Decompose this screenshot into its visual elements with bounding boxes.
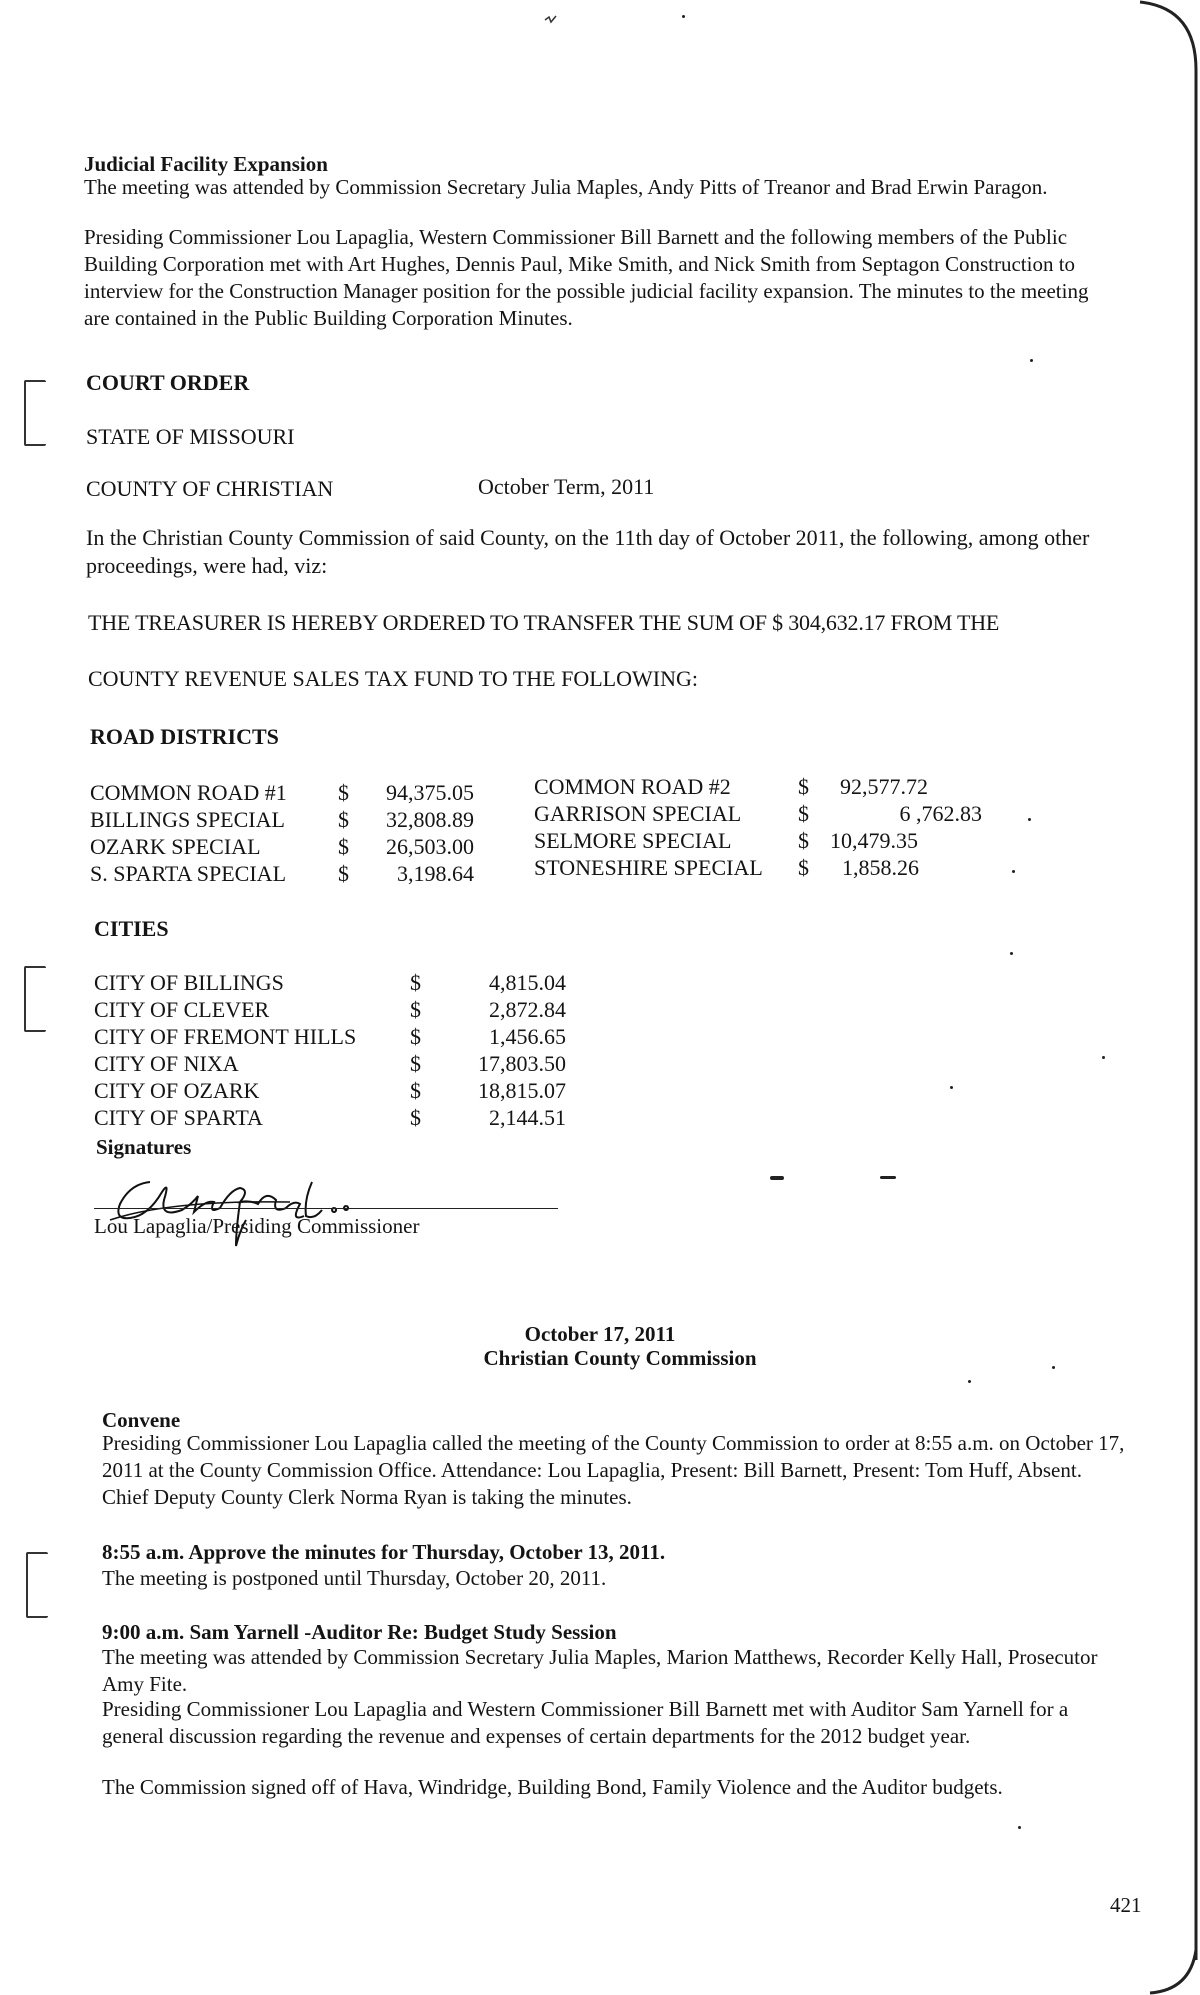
- budget-signoff: The Commission signed off of Hava, Windridge, Building Bond, Family Violence and the Auditor budgets.: [102, 1775, 1003, 1799]
- city-amount: 18,815.07: [478, 1078, 566, 1103]
- page-number: 421: [1110, 1893, 1142, 1917]
- scan-speck: [1030, 359, 1033, 362]
- margin-bracket: [24, 380, 46, 446]
- scan-speck: [1012, 870, 1015, 873]
- district-amount: 1,858.26: [842, 855, 919, 880]
- section-heading-judicial: Judicial Facility Expansion: [84, 152, 328, 176]
- district-amount: 10,479.35: [830, 828, 918, 853]
- meeting-date: October 17, 2011: [524, 1322, 676, 1346]
- city-amount: 1,456.65: [489, 1024, 566, 1049]
- currency-sign: $: [338, 834, 349, 859]
- city-amount: 17,803.50: [478, 1051, 566, 1076]
- table-row: [90, 807, 285, 833]
- district-name: SELMORE SPECIAL: [534, 828, 732, 853]
- scan-speck: [1102, 1056, 1105, 1059]
- district-amount: 3,198.64: [397, 861, 474, 886]
- court-order-intro: In the Christian County Commission of said County, on the 11th day of October 2011, the following, among other proceedings, were had, viz:: [86, 525, 1090, 578]
- scan-speck: [880, 1176, 896, 1179]
- city-name: CITY OF BILLINGS: [94, 970, 284, 995]
- meeting-body: Christian County Commission: [483, 1346, 757, 1370]
- county-line: COUNTY OF CHRISTIAN: [86, 476, 334, 501]
- city-name: CITY OF CLEVER: [94, 997, 270, 1022]
- district-amount: 92,577.72: [840, 774, 928, 799]
- district-name: COMMON ROAD #1: [90, 780, 287, 805]
- currency-sign: $: [410, 1024, 421, 1049]
- city-amount: 2,872.84: [489, 997, 566, 1022]
- cities-heading: CITIES: [94, 916, 169, 941]
- currency-sign: $: [798, 774, 809, 799]
- table-row: [90, 861, 286, 887]
- currency-sign: $: [410, 970, 421, 995]
- table-row: [534, 855, 763, 881]
- table-row: [534, 774, 731, 800]
- convene-heading: Convene: [102, 1408, 181, 1432]
- city-amount: 4,815.04: [489, 970, 566, 995]
- scan-speck: [1028, 818, 1031, 821]
- district-amount: 32,808.89: [386, 807, 474, 832]
- currency-sign: $: [410, 1105, 421, 1130]
- margin-bracket: [26, 1552, 48, 1618]
- table-row: [90, 780, 287, 806]
- district-amount: 26,503.00: [386, 834, 474, 859]
- paragraph-interview: Presiding Commissioner Lou Lapaglia, Western Commissioner Bill Barnett and the following members of the Public Building Corporation met with Art Hughes, Dennis Paul, Mike Smith, and Nick Smith from Septagon Construction to interview for the Construction Manager position for the possible judicial facility expansion. The minutes to the meeting are contained in the Public Building Corporation Minutes.: [84, 225, 1089, 330]
- district-name: COMMON ROAD #2: [534, 774, 731, 799]
- road-districts-heading: ROAD DISTRICTS: [90, 724, 279, 749]
- district-name: OZARK SPECIAL: [90, 834, 261, 859]
- district-name: STONESHIRE SPECIAL: [534, 855, 763, 880]
- currency-sign: $: [798, 855, 809, 880]
- scan-speck: [682, 15, 685, 18]
- table-row: [534, 801, 741, 827]
- order-line-1: THE TREASURER IS HEREBY ORDERED TO TRANSFER THE SUM OF $ 304,632.17 FROM THE: [88, 610, 1000, 635]
- convene-text: Presiding Commissioner Lou Lapaglia called the meeting of the County Commission to order at 8:55 a.m. on October 17, 2011 at the County Commission Office. Attendance: Lou Lapaglia, Present: Bill Barnett, Present: Tom Huff, Absent. Chief Deputy County Clerk Norma Ryan is taking the minutes.: [102, 1431, 1125, 1509]
- budget-attendance: The meeting was attended by Commission Secretary Julia Maples, Marion Matthews, Recorder Kelly Hall, Prosecutor Amy Fite.: [102, 1645, 1098, 1696]
- currency-sign: $: [798, 801, 809, 826]
- city-name: CITY OF OZARK: [94, 1078, 260, 1103]
- approve-heading: 8:55 a.m. Approve the minutes for Thursday, October 13, 2011.: [102, 1540, 666, 1564]
- currency-sign: $: [798, 828, 809, 853]
- order-line-2: COUNTY REVENUE SALES TAX FUND TO THE FOLLOWING:: [88, 666, 698, 691]
- signatures-heading: Signatures: [96, 1135, 192, 1159]
- court-order-heading: COURT ORDER: [86, 370, 250, 395]
- table-row: [534, 828, 731, 854]
- scan-speck: [968, 1380, 971, 1383]
- margin-bracket: [24, 966, 46, 1032]
- district-name: S. SPARTA SPECIAL: [90, 861, 287, 886]
- budget-discussion: Presiding Commissioner Lou Lapaglia and Western Commissioner Bill Barnett met with Auditor Sam Yarnell for a general discussion regarding the revenue and expenses of certain departments for the 2012 budget year.: [102, 1697, 1069, 1748]
- paragraph-attendance: The meeting was attended by Commission Secretary Julia Maples, Andy Pitts of Treanor and Brad Erwin Paragon.: [84, 175, 1048, 199]
- district-name: BILLINGS SPECIAL: [90, 807, 285, 832]
- currency-sign: $: [410, 1051, 421, 1076]
- currency-sign: $: [410, 1078, 421, 1103]
- currency-sign: $: [410, 997, 421, 1022]
- district-name: GARRISON SPECIAL: [534, 801, 742, 826]
- scan-speck: [1052, 1366, 1055, 1369]
- district-amount: 6 ,762.83: [899, 801, 982, 826]
- scan-speck: [770, 1176, 784, 1180]
- state-line: STATE OF MISSOURI: [86, 424, 295, 449]
- approve-text: The meeting is postponed until Thursday, October 20, 2011.: [102, 1566, 607, 1590]
- city-name: CITY OF SPARTA: [94, 1105, 263, 1130]
- city-amount: 2,144.51: [489, 1105, 566, 1130]
- scan-speck: [1018, 1826, 1021, 1829]
- signature-line: [94, 1208, 558, 1209]
- currency-sign: $: [338, 780, 349, 805]
- signature-caption: Lou Lapaglia/Presiding Commissioner: [94, 1214, 420, 1238]
- city-name: CITY OF FREMONT HILLS: [94, 1024, 357, 1049]
- term-line: October Term, 2011: [478, 474, 655, 499]
- table-row: [90, 834, 261, 860]
- budget-heading: 9:00 a.m. Sam Yarnell -Auditor Re: Budget Study Session: [102, 1620, 617, 1644]
- district-amount: 94,375.05: [386, 780, 474, 805]
- currency-sign: $: [338, 807, 349, 832]
- scan-speck: [950, 1086, 953, 1089]
- scan-speck: [1010, 952, 1013, 955]
- currency-sign: $: [338, 861, 349, 886]
- city-name: CITY OF NIXA: [94, 1051, 239, 1076]
